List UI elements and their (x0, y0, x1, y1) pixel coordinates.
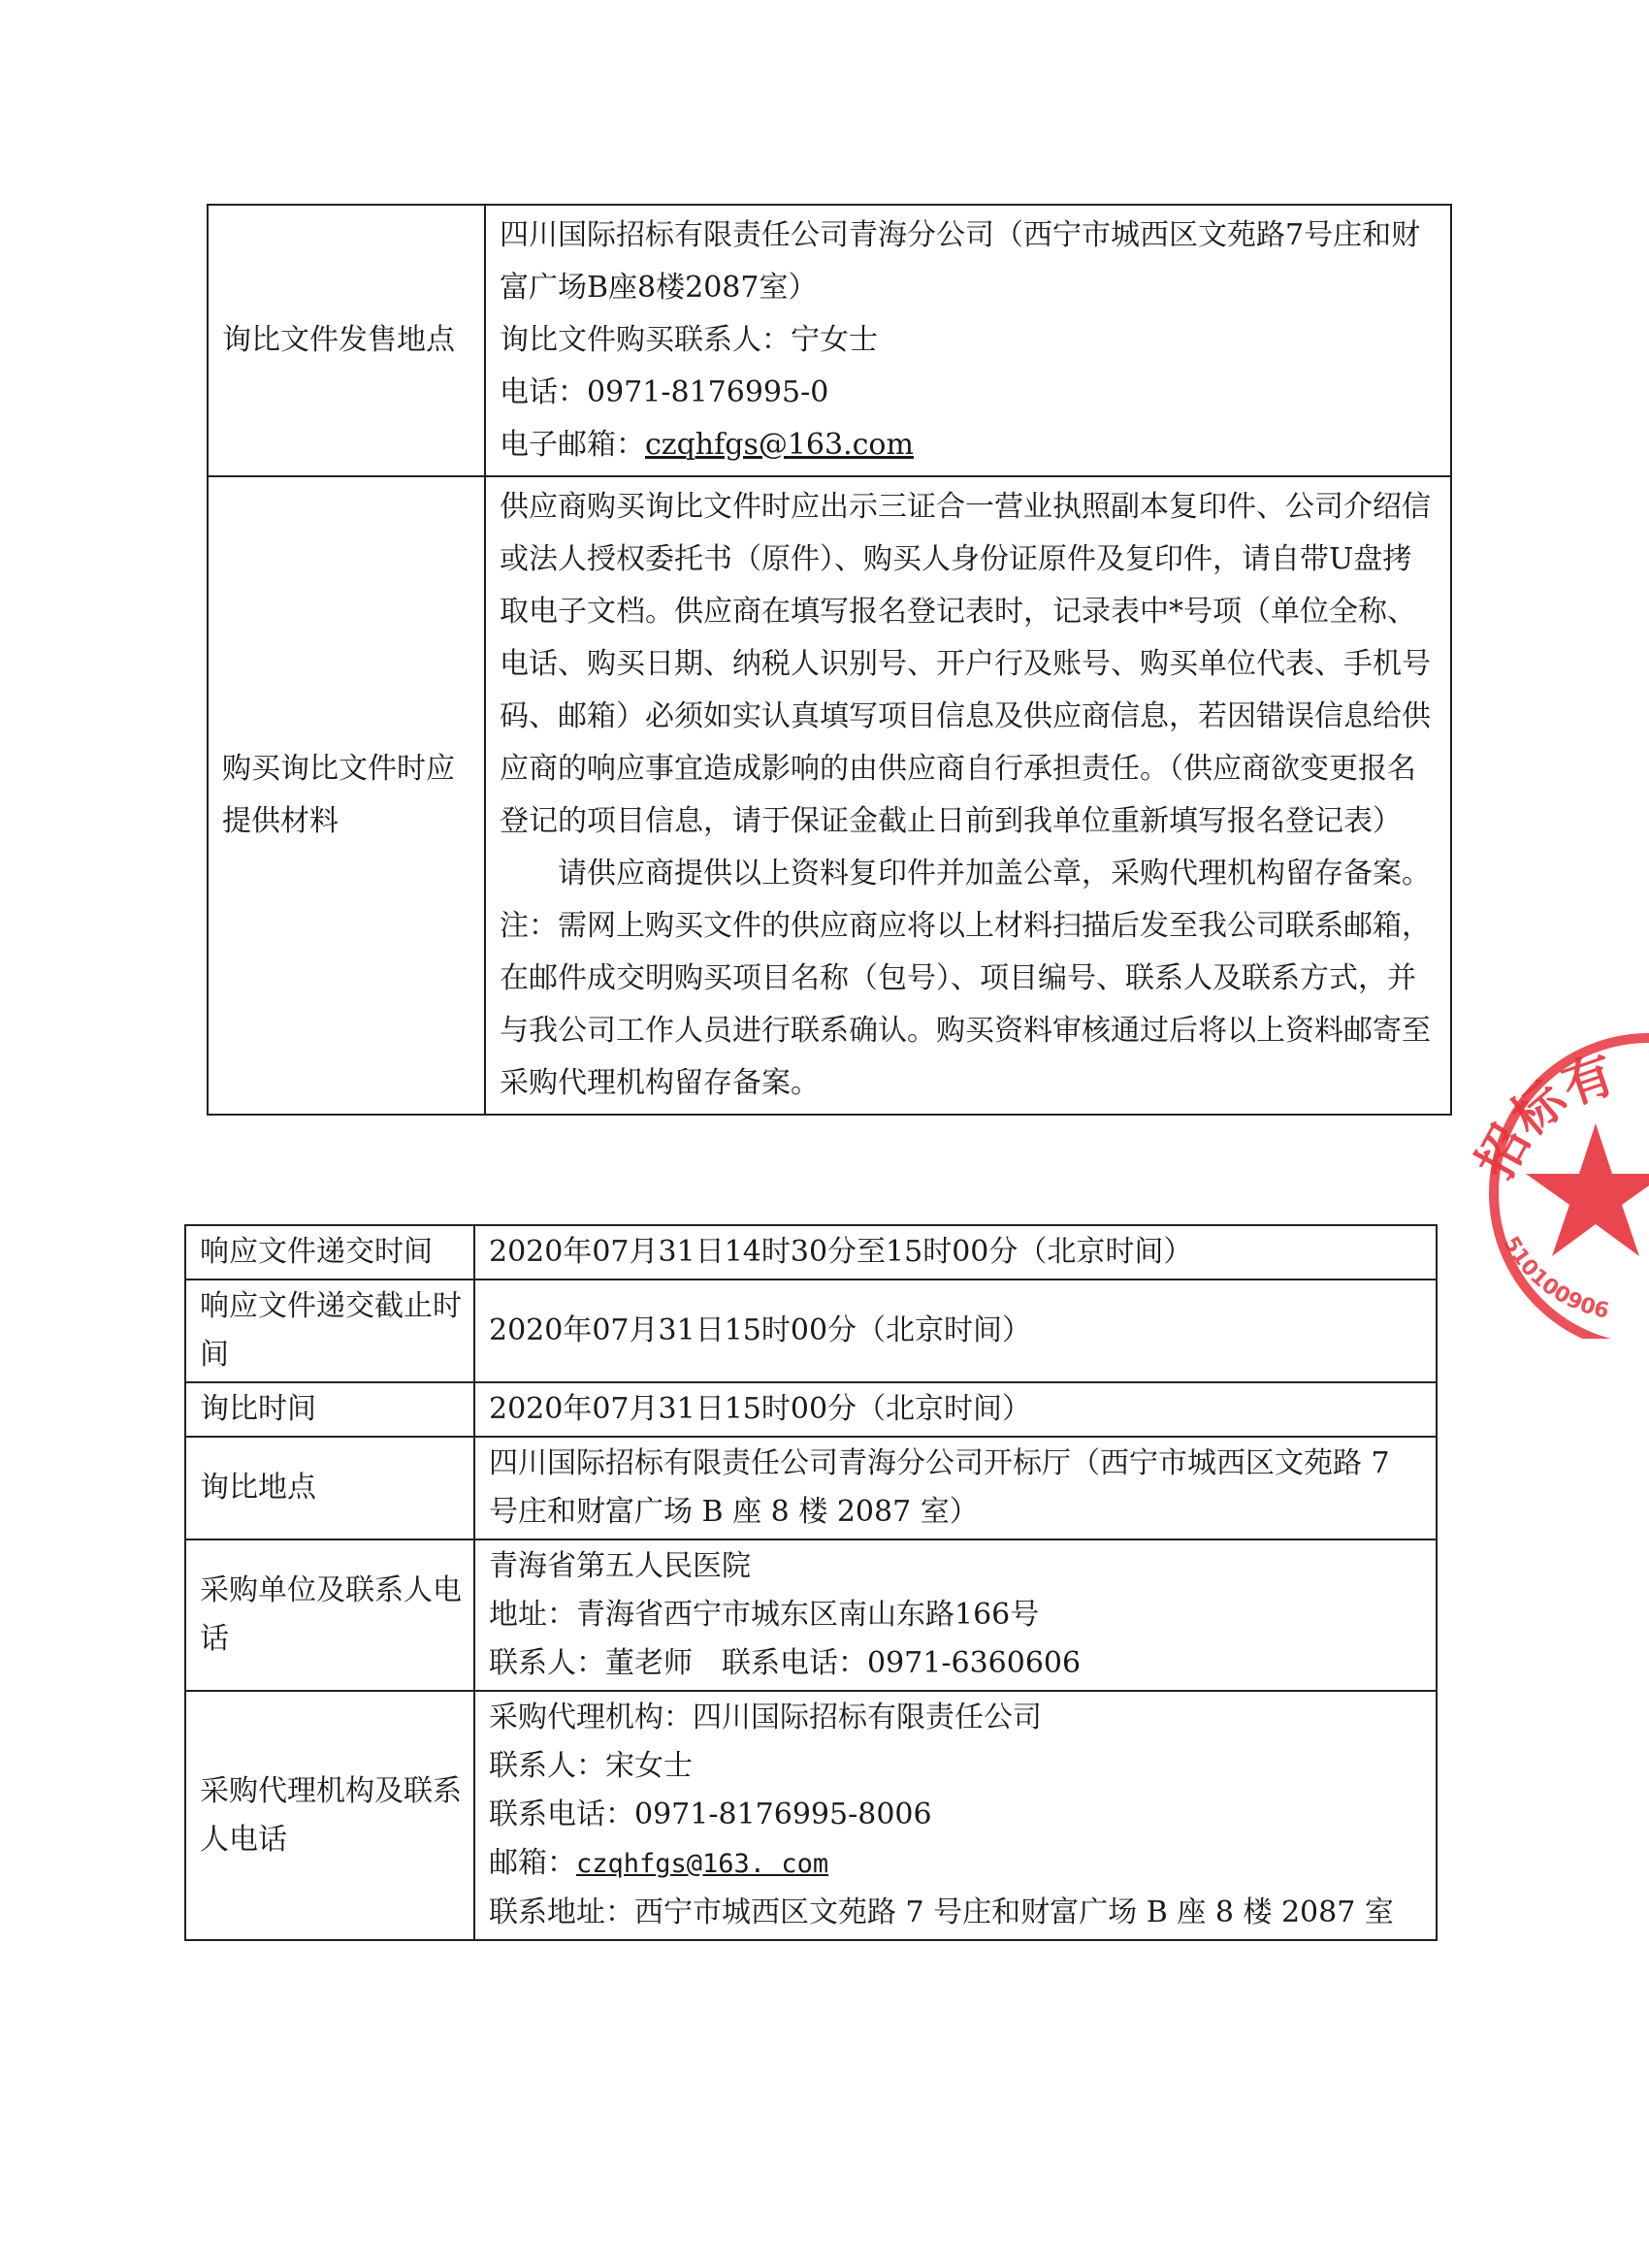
company-seal (1460, 1009, 1649, 1339)
materials-paragraph: 供应商购买询比文件时应出示三证合一营业执照副本复印件、公司介绍信或法人授权委托书（原件）、购买人身份证原件及复印件，请自带U盘拷取电子文档。供应商在填写报名登记表时，记录表中*号项（单位全称、电话、购买日期、纳税人识别号、开户行及账号、购买单位代表、手机号码、邮箱）必须如实认真填写项目信息及供应商信息，若因错误信息给供应商的响应事宜造成影响的由供应商自行承担责任。（供应商欲变更报名登记的项目信息，请于保证金截止日前到我单位重新填写报名登记表） (500, 490, 1431, 838)
materials-note-online: 注：需网上购买文件的供应商应将以上材料扫描后发至我公司联系邮箱，在邮件成交明购买项目名称（包号）、项目编号、联系人及联系方式，并与我公司工作人员进行联系确认。购买资料审核通过后将以上资料邮寄至采购代理机构留存备案。 (500, 909, 1431, 1100)
schedule-contact-table (184, 1224, 1438, 1941)
table-row (185, 1437, 1437, 1539)
purchaser-contact: 联系人：董老师 联系电话：0971-6360606 (489, 1646, 1082, 1680)
sale-place-label: 询比文件发售地点 (208, 205, 485, 476)
materials-label: 购买询比文件时应提供材料 (208, 476, 485, 1115)
table-row (208, 476, 1451, 1115)
table-row (208, 205, 1451, 476)
agency-email: 邮箱：czqhfgs@163. com (489, 1846, 829, 1880)
sale-place-address: 四川国际招标有限责任公司青海分公司（西宁市城西区文苑路7号庄和财富广场B座8楼2087室） (500, 218, 1421, 305)
agency-contact: 联系人：宋女士 (489, 1749, 693, 1783)
sale-place-contact: 询比文件购买联系人：宁女士 (500, 323, 878, 357)
purchaser-label: 采购单位及联系人电话 (185, 1539, 474, 1691)
purchaser-value (474, 1539, 1437, 1691)
inquiry-time-value: 2020年07月31日15时00分（北京时间） (474, 1382, 1437, 1437)
table-row (185, 1539, 1437, 1691)
materials-note-stamp: 请供应商提供以上资料复印件并加盖公章，采购代理机构留存备案。 (558, 857, 1431, 891)
email-link[interactable]: czqhfgs@163.com (645, 428, 914, 462)
email-link[interactable]: czqhfgs@163. com (576, 1849, 829, 1879)
deadline-value: 2020年07月31日15时00分（北京时间） (474, 1280, 1437, 1382)
agency-phone: 联系电话：0971-8176995-8006 (489, 1798, 932, 1831)
submit-time-label: 响应文件递交时间 (185, 1225, 474, 1280)
seal-code: 510100906 (1498, 1232, 1611, 1324)
inquiry-place-label: 询比地点 (185, 1437, 474, 1539)
materials-value (485, 476, 1451, 1115)
agency-address: 联系地址：西宁市城西区文苑路 7 号庄和财富广场 B 座 8 楼 2087 室 (489, 1895, 1394, 1929)
seal-arc-text: 招标有 (1465, 1044, 1622, 1189)
sale-info-table (207, 204, 1452, 1116)
deadline-label: 响应文件递交截止时间 (185, 1280, 474, 1382)
table-row (185, 1691, 1437, 1940)
sale-place-phone: 电话：0971-8176995-0 (500, 375, 829, 409)
star-icon (1526, 1123, 1649, 1256)
inquiry-time-label: 询比时间 (185, 1382, 474, 1437)
table-row (185, 1280, 1437, 1382)
agency-name: 采购代理机构：四川国际招标有限责任公司 (489, 1701, 1042, 1734)
agency-value (474, 1691, 1437, 1940)
inquiry-place-value: 四川国际招标有限责任公司青海分公司开标厅（西宁市城西区文苑路 7 号庄和财富广场 B 座 8 楼 2087 室） (474, 1437, 1437, 1539)
sale-place-value (485, 205, 1451, 476)
agency-label: 采购代理机构及联系人电话 (185, 1691, 474, 1940)
table-row (185, 1382, 1437, 1437)
purchaser-name: 青海省第五人民医院 (489, 1549, 751, 1583)
purchaser-address: 地址：青海省西宁市城东区南山东路166号 (489, 1598, 1040, 1632)
sale-place-email: 电子邮箱：czqhfgs@163.com (500, 428, 914, 462)
table-row (185, 1225, 1437, 1280)
submit-time-value: 2020年07月31日14时30分至15时00分（北京时间） (474, 1225, 1437, 1280)
